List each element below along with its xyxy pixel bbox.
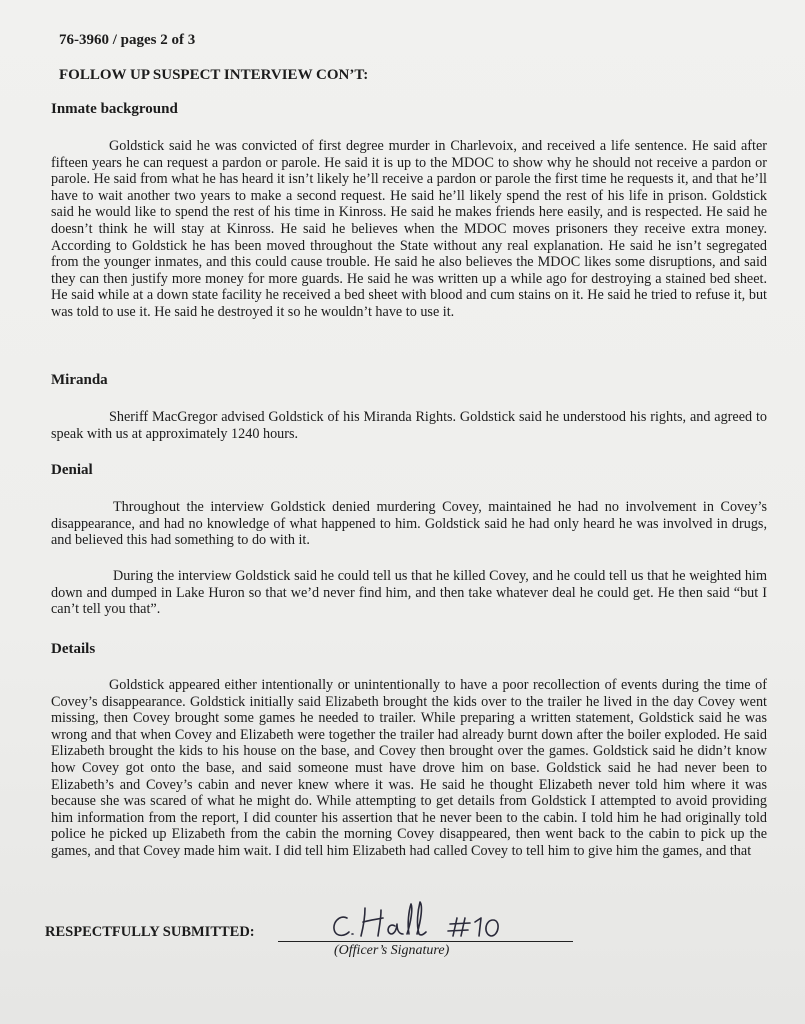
section-heading-denial: Denial (51, 462, 93, 478)
submitted-label: RESPECTFULLY SUBMITTED: (45, 924, 255, 940)
denial-paragraph-1: Throughout the interview Goldstick denied murdering Covey, maintained he had no involvement in Covey’s disappearance, and had no knowledge of what happened to him. Goldstick said he had only heard he was involved in drugs, and believed this had something to do with it. (51, 499, 767, 549)
signature-caption: (Officer’s Signature) (334, 943, 450, 958)
section-heading-miranda: Miranda (51, 372, 108, 388)
report-number: 76-3960 / pages 2 of 3 (59, 32, 196, 48)
section-heading-details: Details (51, 641, 96, 657)
miranda-paragraph: Sheriff MacGregor advised Goldstick of his Miranda Rights. Goldstick said he understood his rights, and agreed to speak with us at approximately 1240 hours. (51, 409, 767, 442)
details-paragraph: Goldstick appeared either intentionally or unintentionally to have a poor recollection of events during the time of Covey’s disappearance. Goldstick initially said Elizabeth brought the kids over to the trailer he lived in the day Covey went missing, then Covey brought some games he needed to trailer. While preparing a written statement, Goldstick said he was wrong and that when Covey and Elizabeth were together the trailer had already burnt down after the boiler exploded. He said Elizabeth brought the kids to his house on the base, and Covey then brought over the games. Goldstick said he didn’t know how Covey got onto the base, and said someone must have drove him on base. Goldstick said he had never been to Elizabeth’s and Covey’s cabin and never knew where it was. He said he thought Elizabeth never told him where it was because she was scared of what he might do. While attempting to get details from Goldstick I attempted to avoid providing him information from the report, I did counter his assertion that he never been to the cabin. I told him he had originally told police he picked up Elizabeth from the cabin the morning Covey disappeared, then went back to the cabin to pick up the games, and that Covey made him wait. I did tell him Elizabeth had called Covey to tell him to give him the games, and that (51, 677, 767, 859)
section-heading-background: Inmate background (51, 101, 178, 117)
denial-paragraph-2: During the interview Goldstick said he could tell us that he killed Covey, and he could tell us that he weighted him down and dumped in Lake Huron so that we’d never find him, and then take whatever deal he could get. He then said “but I can’t tell you that”. (51, 568, 767, 618)
page-title: FOLLOW UP SUSPECT INTERVIEW CON’T: (59, 67, 369, 83)
officer-signature (325, 896, 525, 944)
background-paragraph: Goldstick said he was convicted of first degree murder in Charlevoix, and received a life sentence. He said after fifteen years he can request a pardon or parole. He said it is up to the MDOC to show why he should not receive a pardon or parole. He said from what he has heard it isn’t likely he’ll receive a pardon or parole the first time he requests it, and that he’ll have to wait another two years to make a second request. He said he’ll likely spend the rest of his life in prison. Goldstick said he would like to spend the rest of his time in Kinross. He said he makes friends here easily, and is respected. He said he doesn’t think he will stay at Kinross. He said he believes when the MDOC moves prisoners they receive extra money. According to Goldstick he has been moved throughout the State without any real explanation. He said he isn’t segregated from the younger inmates, and this could cause trouble. He said he also believes the MDOC likes some disruptions, and said they can then justify more money for more guards. He said he was written up a while ago for destroying a stained bed sheet. He said while at a down state facility he received a bed sheet with blood and cum stains on it. He said he tried to refuse it, but was told to use it. He said he destroyed it so he wouldn’t have to use it. (51, 138, 767, 320)
